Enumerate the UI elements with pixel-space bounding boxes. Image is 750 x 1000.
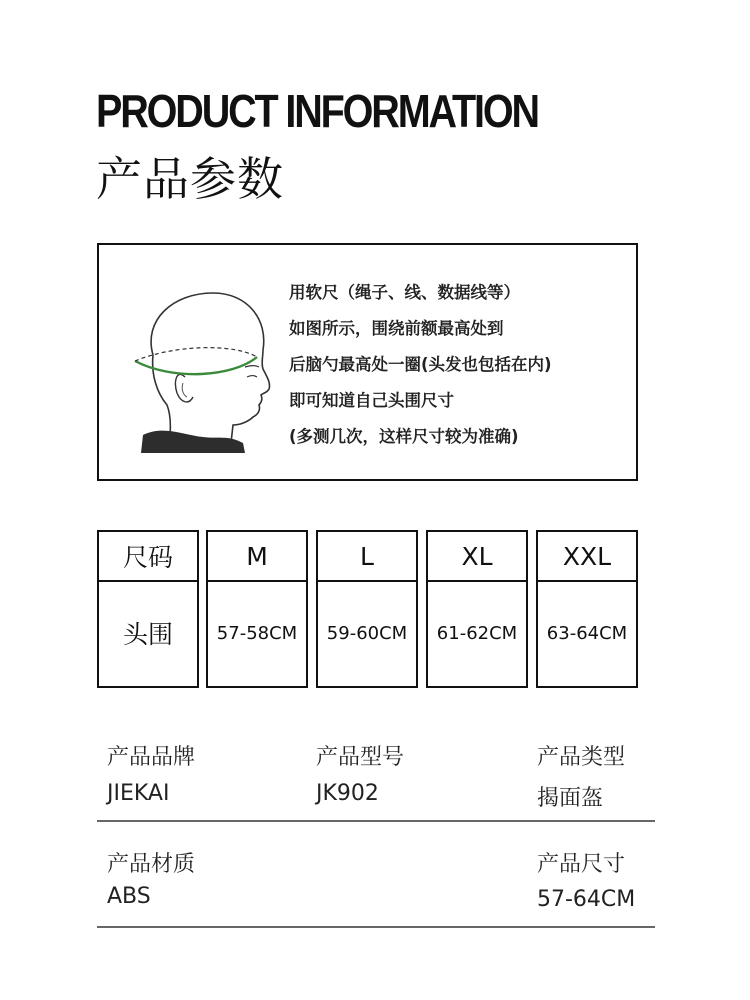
divider	[97, 926, 655, 928]
measurement-instructions	[289, 275, 552, 455]
instruction-line: (多测几次，这样尺寸较为准确)	[289, 427, 519, 446]
size-range: 63-64CM	[546, 622, 628, 644]
instruction-line: 即可知道自己头围尺寸	[289, 391, 454, 410]
divider	[97, 820, 655, 822]
size-range: 57-58CM	[216, 622, 298, 644]
size-range: 59-60CM	[326, 622, 408, 644]
type-value: 揭面盔	[537, 786, 604, 811]
model-label: 产品型号	[316, 745, 405, 770]
product-size-value: 57-64CM	[537, 887, 636, 912]
size-name: XXL	[538, 532, 636, 582]
product-size-label: 产品尺寸	[537, 852, 626, 877]
page-title-cn: 产品参数	[96, 152, 284, 206]
material-value: ABS	[107, 884, 151, 909]
size-label-cell	[97, 530, 199, 688]
size-range: 61-62CM	[436, 622, 518, 644]
size-name: L	[318, 532, 416, 582]
brand-value: JIEKAI	[107, 781, 170, 806]
type-label: 产品类型	[537, 745, 626, 770]
size-label: 尺码	[99, 532, 197, 582]
instruction-line: 用软尺（绳子、线、数据线等）	[289, 283, 520, 302]
material-label: 产品材质	[107, 852, 196, 877]
head-circumference-label: 头围	[122, 620, 173, 649]
head-profile-icon	[133, 285, 278, 453]
size-cell-xxl	[536, 530, 638, 688]
page-title-en: PRODUCT INFORMATION	[96, 85, 538, 137]
measurement-guide-box	[97, 243, 638, 481]
size-cell-m	[206, 530, 308, 688]
brand-label: 产品品牌	[107, 745, 196, 770]
instruction-line: 后脑勺最高处一圈(头发也包括在内)	[289, 355, 552, 374]
size-name: XL	[428, 532, 526, 582]
instruction-line: 如图所示，围绕前额最高处到	[289, 319, 504, 338]
size-cell-xl	[426, 530, 528, 688]
model-value: JK902	[316, 781, 379, 806]
size-cell-l	[316, 530, 418, 688]
size-name: M	[208, 532, 306, 582]
